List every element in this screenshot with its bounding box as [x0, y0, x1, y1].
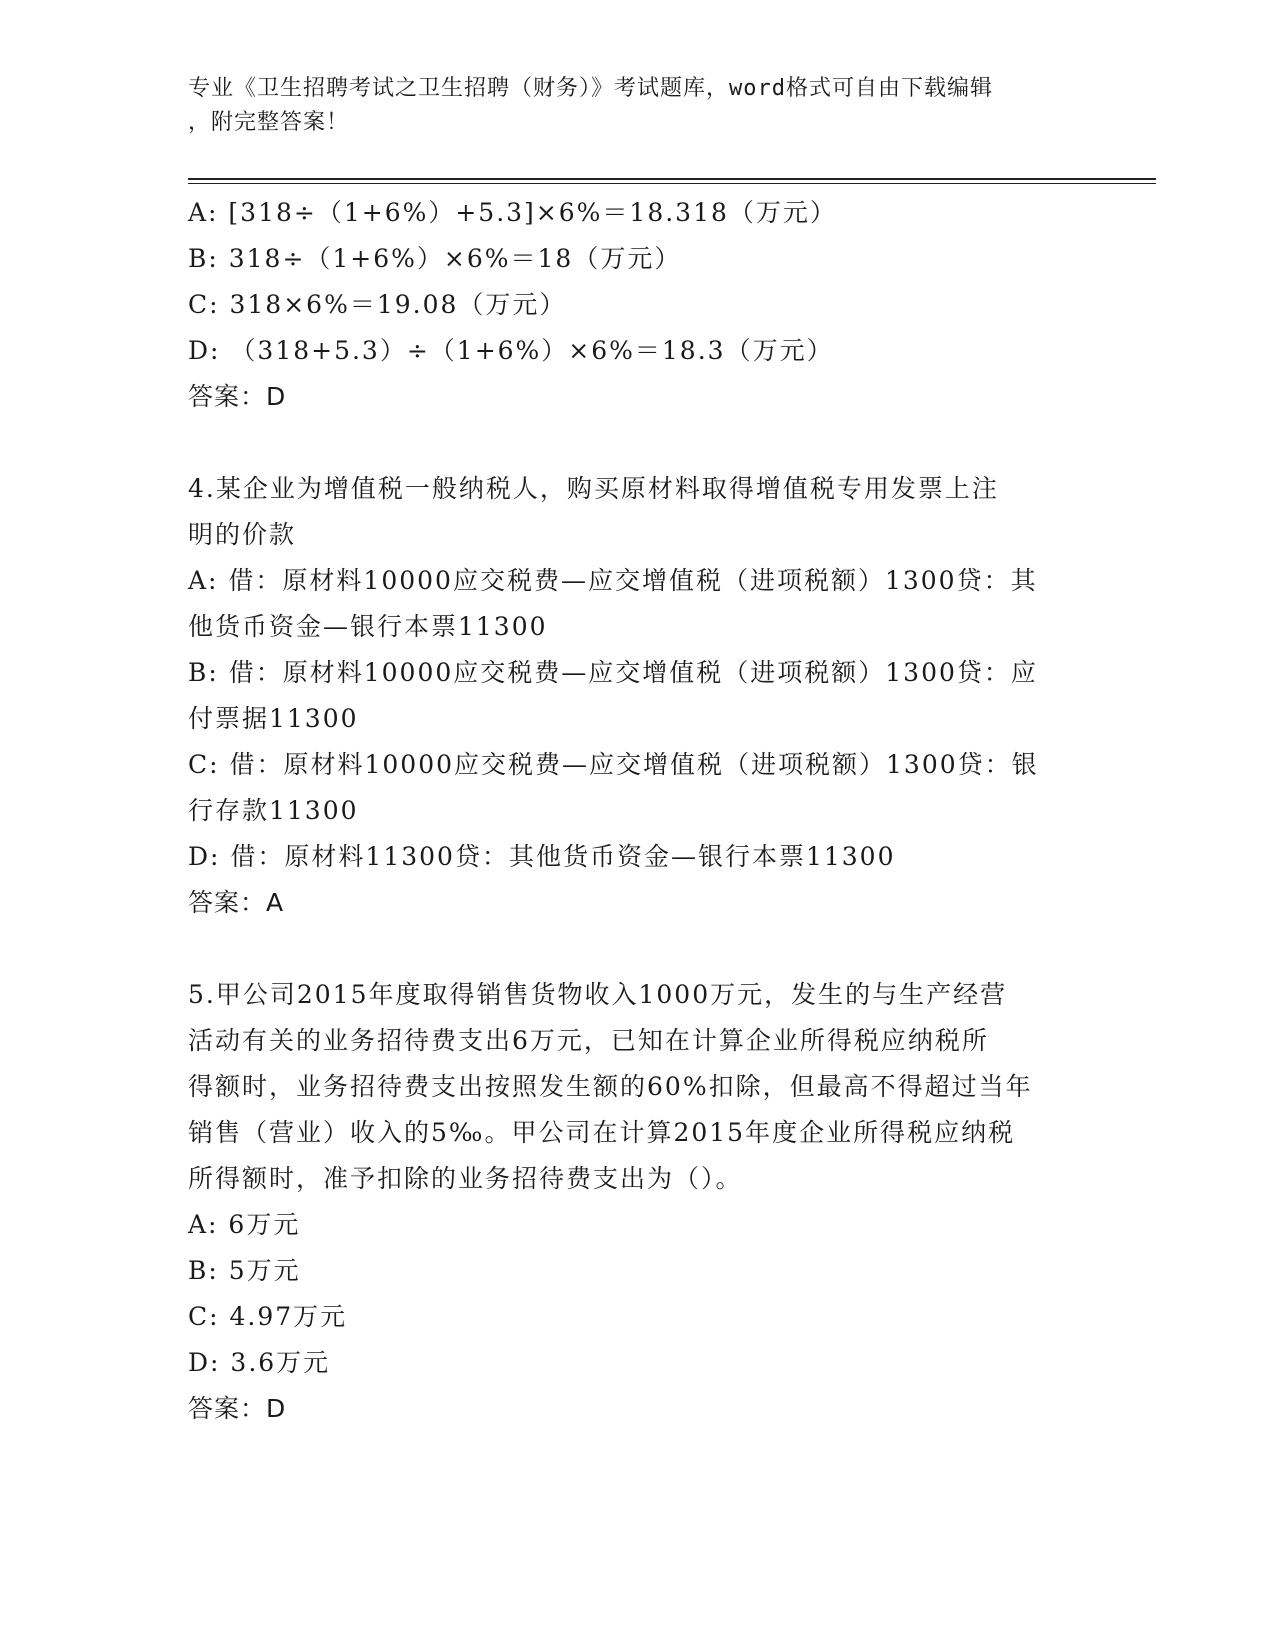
option-d: D: 3.6万元: [188, 1348, 331, 1377]
header-line-2: ，附完整答案！: [188, 110, 350, 135]
question-stem-line: 所得额时，准予扣除的业务招待费支出为（）。: [188, 1164, 743, 1193]
answer-label: 答案：D: [188, 382, 287, 411]
spacer: [188, 926, 1088, 972]
option-b: B: 5万元: [188, 1256, 301, 1285]
option-c-continued: 行存款11300: [188, 796, 359, 825]
option-d: D: 借：原材料11300贷：其他货币资金—银行本票11300: [188, 842, 896, 871]
option-d: D: （318+5.3）÷（1+6%）×6%＝18.3（万元）: [188, 336, 834, 365]
question-stem-line: 4.某企业为增值税一般纳税人，购买原材料取得增值税专用发票上注: [188, 474, 999, 503]
question-stem-line: 5.甲公司2015年度取得销售货物收入1000万元，发生的与生产经营: [188, 980, 1008, 1009]
question-4: [188, 466, 1088, 926]
option-c: C: 4.97万元: [188, 1302, 348, 1331]
header-rule-thin: [188, 183, 1156, 184]
spacer: [188, 420, 1088, 466]
question-5: [188, 972, 1088, 1432]
option-c: C: 318×6%＝19.08（万元）: [188, 290, 567, 319]
answer-label: 答案：A: [188, 888, 285, 917]
option-b-continued: 付票据11300: [188, 704, 359, 733]
question-stem-line: 明的价款: [188, 520, 297, 549]
question-content: [188, 190, 1088, 1432]
answer-label: 答案：D: [188, 1394, 287, 1423]
question-stem-line: 得额时，业务招待费支出按照发生额的60%扣除，但最高不得超过当年: [188, 1072, 1033, 1101]
option-a: A: 6万元: [188, 1210, 301, 1239]
option-a: A: 借：原材料10000应交税费—应交增值税（进项税额）1300贷：其: [188, 566, 1038, 595]
header-line-1: 专业《卫生招聘考试之卫生招聘（财务）》考试题库，word格式可自由下载编辑: [188, 76, 993, 101]
option-b: B: 318÷（1+6%）×6%＝18（万元）: [188, 244, 682, 273]
option-c: C: 借：原材料10000应交税费—应交增值税（进项税额）1300贷：银: [188, 750, 1039, 779]
option-b: B: 借：原材料10000应交税费—应交增值税（进项税额）1300贷：应: [188, 658, 1038, 687]
header-rule-thick: [188, 178, 1156, 180]
question-stem-line: 销售（营业）收入的5‰。甲公司在计算2015年度企业所得税应纳税: [188, 1118, 1016, 1147]
question-stem-line: 活动有关的业务招待费支出6万元，已知在计算企业所得税应纳税所: [188, 1026, 989, 1055]
option-a-continued: 他货币资金—银行本票11300: [188, 612, 548, 641]
option-a: A: [318÷（1+6%）+5.3]×6%＝18.318（万元）: [188, 198, 837, 227]
document-header: [188, 72, 1088, 140]
question-3: [188, 190, 1088, 420]
